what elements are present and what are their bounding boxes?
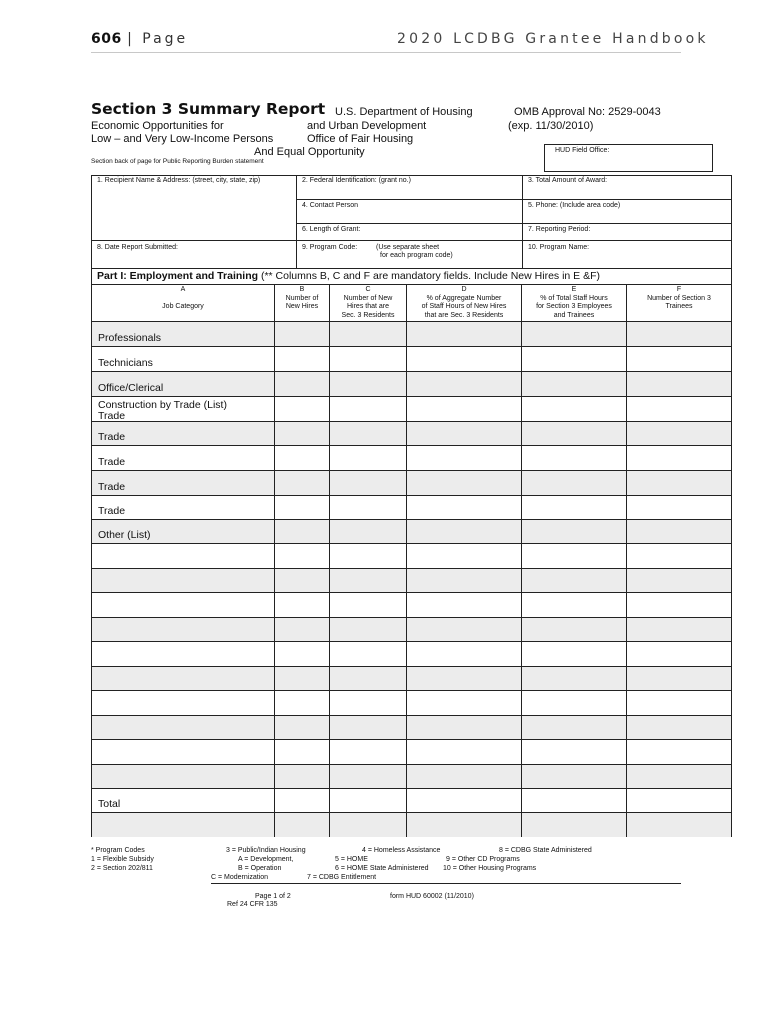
col-a-header	[92, 286, 274, 312]
table-row[interactable]	[92, 642, 274, 666]
col-c-header	[330, 286, 406, 320]
job-category-label: Construction by Trade (List)	[98, 399, 227, 411]
handbook-title: 2020 LCDBG Grantee Handbook	[397, 31, 709, 47]
length-field[interactable]: 6. Length of Grant:	[302, 226, 361, 233]
job-category-label: Other (List)	[98, 529, 151, 541]
grid-column-rule	[274, 284, 275, 837]
table-row[interactable]	[92, 691, 274, 715]
col-title: Job Category	[162, 303, 204, 310]
col-letter: E	[571, 286, 577, 293]
info-divider-2	[522, 175, 523, 269]
program-codes-title: * Program Codes	[91, 847, 145, 854]
omb-approval: OMB Approval No: 2529-0043	[514, 106, 661, 118]
info-divider-1	[296, 175, 297, 269]
col-letter: C	[365, 286, 371, 293]
col-line: Trainees	[665, 303, 693, 310]
job-category-label: Technicians	[98, 357, 153, 369]
footer-rule	[211, 883, 681, 884]
program-code-9: 9 = Other CD Programs	[446, 856, 520, 863]
col-line: Number of New	[343, 294, 393, 302]
col-line: New Hires	[285, 303, 319, 310]
part1-note: (** Columns B, C and F are mandatory fields. Include New Hires in E &F)	[258, 270, 600, 282]
col-letter: F	[676, 286, 682, 293]
col-f-header	[627, 286, 731, 312]
program-code-4: 4 = Homeless Assistance	[362, 847, 441, 854]
program-name-field[interactable]: 10. Program Name:	[528, 244, 590, 251]
federal-id-field[interactable]: 2. Federal Identification: (grant no.)	[302, 177, 411, 184]
date-submitted-field[interactable]: 8. Date Report Submitted:	[97, 244, 178, 251]
table-row[interactable]	[92, 593, 274, 617]
col-e-header	[522, 286, 626, 320]
col-letter: B	[299, 286, 305, 293]
program-code-8: 8 = CDBG State Administered	[499, 847, 592, 854]
job-category-sublabel: Trade	[98, 410, 126, 422]
header-divider	[91, 52, 681, 53]
program-code-1: 1 = Flexible Subsidy	[91, 856, 154, 863]
table-row[interactable]	[92, 667, 274, 690]
program-code-note-2: for each program code)	[380, 252, 453, 259]
grid-row-rule	[91, 812, 732, 813]
dept-line-1: U.S. Department of Housing	[335, 106, 473, 118]
info-rule-3	[91, 240, 732, 241]
part1-rule	[91, 284, 732, 285]
table-row[interactable]	[92, 765, 274, 788]
job-category-label: Office/Clerical	[98, 382, 164, 394]
table-row[interactable]	[92, 716, 274, 739]
program-code-2: 2 = Section 202/811	[91, 865, 153, 872]
info-rule-1	[296, 199, 732, 200]
info-rule-2	[296, 223, 732, 224]
col-letter: D	[461, 286, 467, 293]
program-code-5: 5 = HOME	[335, 856, 368, 863]
dept-line-2: and Urban Development	[307, 120, 427, 132]
col-line: of Staff Hours of New Hires	[421, 303, 507, 310]
program-code-field[interactable]: 9. Program Code:	[302, 244, 358, 251]
job-category-label: Total	[98, 798, 121, 810]
col-b-header	[275, 286, 329, 312]
omb-expiration: (exp. 11/30/2010)	[508, 120, 594, 132]
form-subtitle-2: Low – and Very Low-Income Persons	[91, 133, 274, 145]
col-line: % of Aggregate Number	[426, 294, 502, 302]
program-code-note-1: (Use separate sheet	[376, 244, 440, 251]
col-line	[92, 295, 274, 304]
table-row[interactable]	[92, 544, 274, 568]
period-field[interactable]: 7. Reporting Period:	[528, 226, 591, 233]
job-category-label: Trade	[98, 456, 126, 468]
program-code-3: 3 = Public/Indian Housing	[226, 847, 306, 854]
phone-field[interactable]: 5. Phone: (Include area code)	[528, 202, 621, 209]
dept-line-4: And Equal Opportunity	[254, 146, 365, 158]
program-code-7: 7 = CDBG Entitlement	[307, 874, 377, 881]
page-of: Page 1 of 2	[255, 893, 291, 900]
hud-field-office-box[interactable]	[544, 144, 713, 172]
table-row[interactable]	[92, 569, 274, 592]
program-code-6: 6 = HOME State Administered	[335, 865, 429, 872]
grid-column-rule	[406, 284, 407, 837]
col-line: Hires that are	[346, 303, 390, 310]
job-category-label: Professionals	[98, 332, 162, 344]
info-rule-4	[91, 268, 732, 269]
part1-heading	[97, 270, 600, 282]
form-title: Section 3 Summary Report	[91, 100, 326, 118]
part1-title: Part I: Employment and Training	[97, 270, 259, 282]
total-award-field[interactable]: 3. Total Amount of Award:	[528, 177, 608, 184]
table-row[interactable]	[92, 740, 274, 764]
col-d-header	[407, 286, 521, 320]
grid-column-rule	[521, 284, 522, 837]
page-number	[91, 31, 188, 47]
col-line: Number of	[285, 294, 319, 302]
page-number-value: 606	[91, 31, 122, 47]
cfr-reference: Ref 24 CFR 135	[227, 901, 278, 908]
grid-column-rule	[626, 284, 627, 837]
col-line: and Trainees	[553, 311, 595, 319]
col-line: Number of Section 3	[647, 294, 711, 302]
contact-field[interactable]: 4. Contact Person	[302, 202, 359, 209]
col-line: for Section 3 Employees	[536, 303, 612, 310]
job-category-label: Trade	[98, 505, 126, 517]
table-row[interactable]	[92, 618, 274, 641]
job-category-label: Trade	[98, 481, 126, 493]
form-subtitle-1: Economic Opportunities for	[91, 120, 224, 132]
col-line: that are Sec. 3 Residents	[424, 311, 504, 319]
col-letter: A	[180, 286, 186, 293]
form-number: form HUD 60002 (11/2010)	[390, 893, 474, 900]
burden-note: Section back of page for Public Reporting Burden statement	[91, 158, 264, 165]
recipient-field[interactable]: 1. Recipient Name & Address: (street, city, state, zip)	[97, 177, 261, 184]
row-shading	[92, 813, 731, 837]
program-code-3c: C = Modernization	[211, 874, 269, 881]
col-line: % of Total Staff Hours	[540, 294, 608, 302]
program-code-10: 10 = Other Housing Programs	[443, 865, 537, 872]
col-line: Sec. 3 Residents	[341, 311, 395, 319]
hud-field-office-label: HUD Field Office:	[555, 147, 610, 154]
page-word: | Page	[127, 31, 189, 47]
job-category-label: Trade	[98, 431, 126, 443]
dept-line-3: Office of Fair Housing	[307, 133, 414, 145]
program-code-3b: B = Operation	[238, 865, 282, 872]
grid-column-rule	[329, 284, 330, 837]
program-code-3a: A = Development,	[238, 856, 294, 863]
